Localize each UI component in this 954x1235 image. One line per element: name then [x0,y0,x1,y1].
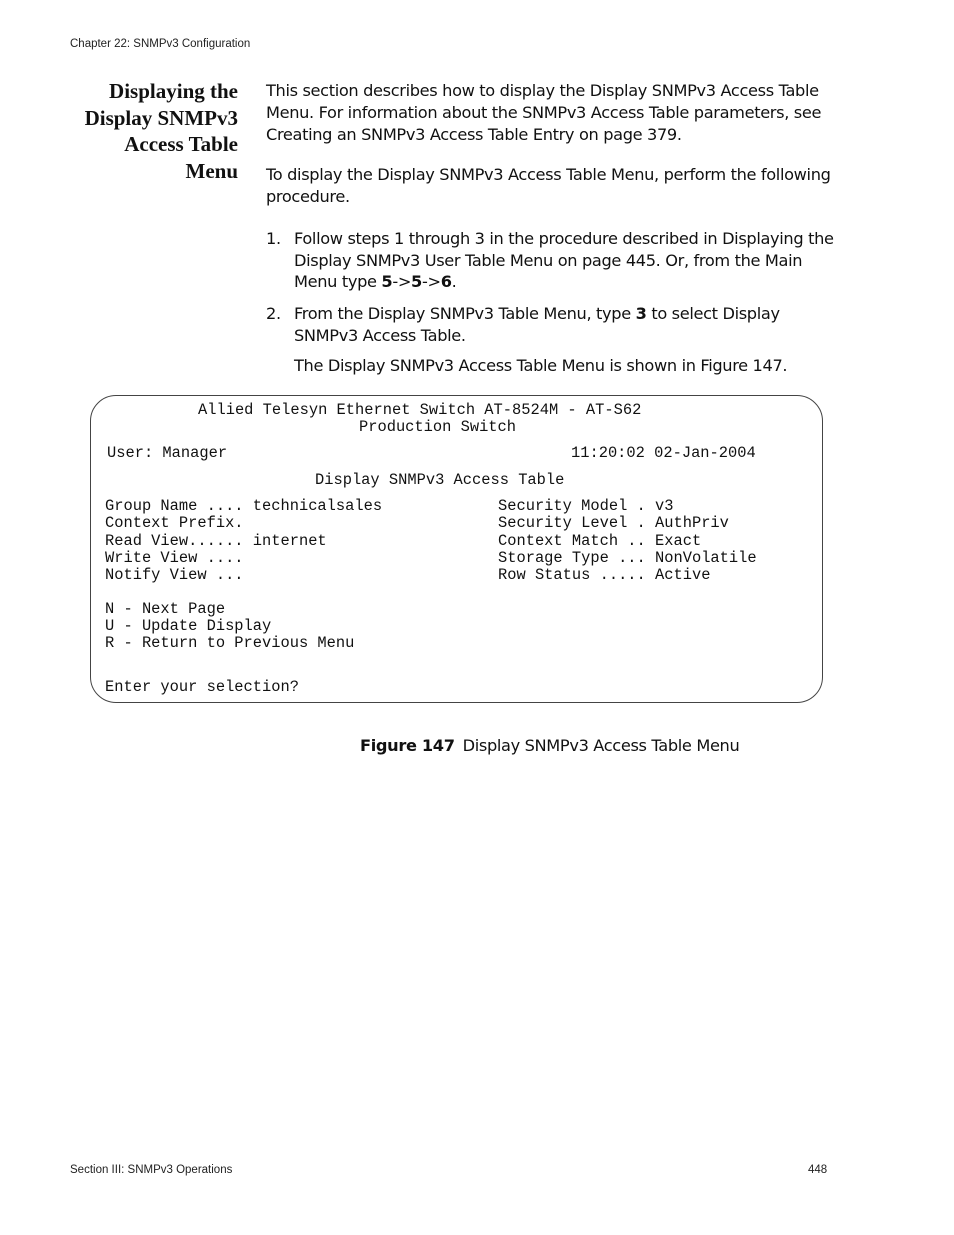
step-text-part: to select Display SNMPv3 Access Table. [294,304,780,345]
section-heading [60,78,238,184]
key-separator: -> [421,272,441,291]
key-6: 6 [440,272,452,291]
step-text [294,303,834,346]
section-heading-line: Displaying the [109,79,238,103]
key-separator: -> [392,272,412,291]
section-heading-line: Access Table [124,132,238,156]
step-number: 2. [266,304,281,323]
step-text [294,228,834,293]
field-notify-view: Notify View ... [105,566,244,584]
terminal-user: User: Manager [107,444,228,462]
terminal-title-line-2: Production Switch [359,418,517,436]
terminal-timestamp: 11:20:02 02-Jan-2004 [571,444,756,462]
step-text-part: From the Display SNMPv3 Table Menu, type [294,304,636,323]
field-read-view: Read View...... internet [105,532,327,550]
selection-prompt: Enter your selection? [105,678,299,696]
menu-option-return: R - Return to Previous Menu [105,634,355,652]
field-row-status: Row Status ..... Active [498,566,711,584]
figure-reference-note: The Display SNMPv3 Access Table Menu is shown in Figure 147. [294,356,788,375]
step-number: 1. [266,229,281,248]
field-storage-type: Storage Type ... NonVolatile [498,549,757,567]
figure-label: Figure 147 [360,736,455,755]
page-number: 448 [808,1164,828,1176]
figure-caption [360,735,739,757]
key-3: 3 [635,304,647,323]
terminal-title-line-1: Allied Telesyn Ethernet Switch AT-8524M - AT-S62 [198,401,642,419]
menu-option-next-page: N - Next Page [105,600,226,618]
running-header: Chapter 22: SNMPv3 Configuration [70,38,251,50]
field-security-level: Security Level . AuthPriv [498,514,729,532]
figure-title: Display SNMPv3 Access Table Menu [462,736,740,755]
field-context-prefix: Context Prefix. [105,514,244,532]
field-write-view: Write View .... [105,549,244,567]
section-heading-line: Display SNMPv3 [84,105,238,130]
menu-option-update-display: U - Update Display [105,617,272,635]
key-5: 5 [381,272,393,291]
field-security-model: Security Model . v3 [498,497,674,515]
key-5: 5 [411,272,422,291]
terminal-menu-title: Display SNMPv3 Access Table [315,471,565,489]
field-context-match: Context Match .. Exact [498,532,702,550]
section-heading-line: Menu [185,158,238,183]
footer-section: Section III: SNMPv3 Operations [70,1164,233,1176]
step-text-part: . [451,272,457,291]
procedure-intro-paragraph: To display the Display SNMPv3 Access Table Menu, perform the following procedure. [266,165,831,206]
intro-paragraph: This section describes how to display the Display SNMPv3 Access Table Menu. For information about the SNMPv3 Access Table parameters, see Creating an SNMPv3 Access Table Entry on page 379. [266,81,822,144]
step-text-part: Follow steps 1 through 3 in the procedure described in Displaying the Display SNMPv3 User Table Menu on page 445. Or, from the Main Menu type [294,229,834,291]
field-group-name: Group Name .... technicalsales [105,497,383,515]
